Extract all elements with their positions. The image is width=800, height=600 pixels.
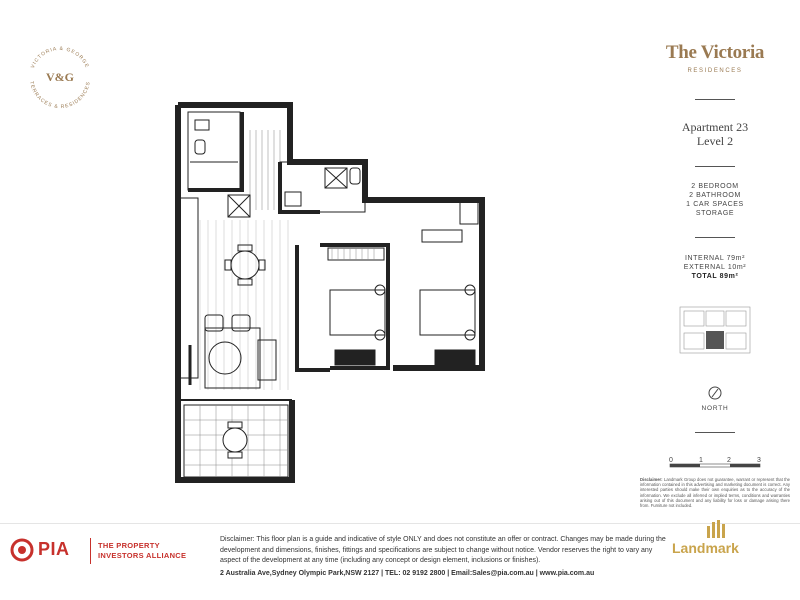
scale-tick: 3	[757, 457, 761, 464]
landmark-logo-text: Landmark	[672, 540, 739, 556]
small-disclaimer-text: Landmark Group does not guarantee, warrant or represent that the information contained in this advertising and marketing document is correct. Any interested parties should make their own enquiries as to the accuracy of the information. We exclude all inferred or implied terms, conditions and warranties arising out of this document and any liability for loss or damage arising there from. Furniture not included.	[640, 477, 790, 509]
divider	[695, 432, 735, 433]
pia-divider	[90, 538, 91, 564]
scale-bar	[668, 463, 768, 469]
small-disclaimer	[640, 477, 790, 508]
scale-tick: 0	[669, 457, 673, 464]
north-label: NORTH	[701, 405, 729, 412]
brand-title: The Victoria	[665, 42, 765, 63]
area-total: TOTAL 89m²	[691, 273, 739, 280]
landmark-logo-icon	[705, 520, 727, 538]
footer-contact: 2 Australia Ave,Sydney Olympic Park,NSW 2127 | TEL: 02 9192 2800 | Email:Sales@pia.com.au | www.pia.com.au	[220, 570, 595, 577]
north-arrow-icon	[708, 386, 722, 400]
victoria-george-seal-logo	[20, 38, 100, 118]
pia-tagline-1: THE PROPERTY	[98, 541, 160, 550]
pia-logo-icon	[10, 538, 36, 562]
pia-name: PIA	[38, 539, 70, 559]
scale-tick: 1	[699, 457, 703, 464]
area-internal: INTERNAL 79m²	[684, 255, 746, 262]
brand-subtitle: RESIDENCES	[687, 68, 743, 74]
divider	[695, 237, 735, 238]
feature-bathroom: 2 BATHROOM	[689, 192, 741, 199]
feature-storage: STORAGE	[695, 210, 735, 217]
footer-disclaimer: Disclaimer: This floor plan is a guide and indicative of style ONLY and does not constitute an offer or contract. Changes may be made during the development and dimensions, finishes, fittings and specifications are subject to change without notice. Vendor reserves the right to vary any aspect of the development at any time (including any concept or design element, inclusions or finishes).	[220, 536, 666, 564]
scale-tick: 2	[727, 457, 731, 464]
key-plan-thumbnail	[678, 305, 752, 355]
apartment-name: Apartment 23	[681, 120, 749, 134]
svg-text:VICTORIA & GEORGE: VICTORIA & GEORGE	[29, 45, 91, 70]
svg-text:V&G: V&G	[46, 70, 74, 84]
svg-text:TERRACES & RESIDENCES: TERRACES & RESIDENCES	[28, 80, 92, 111]
small-disclaimer-lead: Disclaimer:	[640, 477, 663, 482]
divider	[695, 99, 735, 100]
feature-car-spaces: 1 CAR SPACES	[686, 201, 744, 208]
feature-bedroom: 2 BEDROOM	[691, 183, 739, 190]
area-external: EXTERNAL 10m²	[683, 264, 747, 271]
pia-tagline-2: INVESTORS ALLIANCE	[98, 551, 187, 560]
floor-plan	[170, 100, 490, 485]
footer-divider	[0, 523, 800, 524]
divider	[695, 166, 735, 167]
apartment-level: Level 2	[696, 134, 734, 148]
